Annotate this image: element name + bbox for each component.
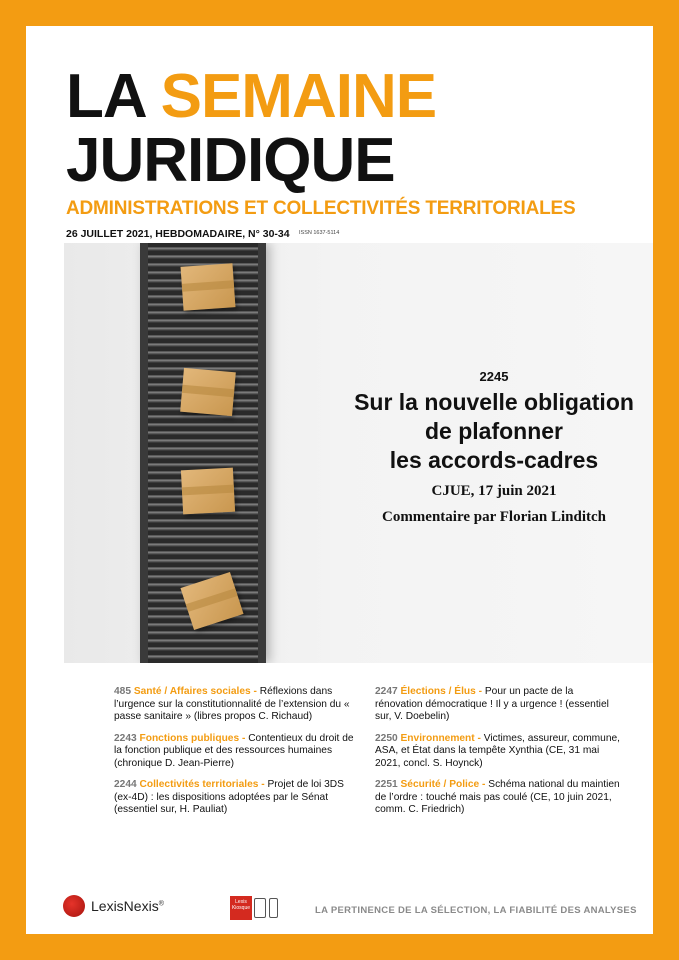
masthead-subtitle: ADMINISTRATIONS ET COLLECTIVITÉS TERRITORIALES [66,198,576,219]
issn: ISSN 1637-5114 [299,230,340,236]
lexisnexis-logo[interactable] [63,895,164,917]
toc-right-column [375,686,620,826]
toc-item[interactable]: 2251 Sécurité / Police - Schéma national du maintien de l’ordre : touché mais pas coulé (CE, 10 juin 2021, comm. C. Friedrich) [375,779,620,815]
conveyor-belt-image [140,243,266,663]
masthead-semaine: SEMAINE [160,62,437,131]
phone-icon [269,898,278,918]
feature-number: 2245 [479,369,509,384]
feature-article [334,369,653,526]
kiosque-badge: Lexis Kiosque [230,896,252,920]
masthead-la: LA [66,62,145,131]
feature-author: Commentaire par Florian Linditch [381,509,607,525]
lexisnexis-globe-icon [63,895,85,917]
toc-item[interactable]: 2250 Environnement - Victimes, assureur, commune, ASA, et État dans la tempête Xynthia (CE, 31 mai 2021, concl. S. Hoynck) [375,732,620,769]
lexis-kiosque-logo[interactable] [230,896,278,920]
issue-dateline: 26 JUILLET 2021, HEBDOMADAIRE, N° 30-34 [66,228,290,240]
toc-left-column [114,686,354,826]
cover-page [26,26,653,934]
toc-item[interactable]: 485 Santé / Affaires sociales - Réflexions dans l’urgence sur la constitutionnalité de l’extension du « passe sanitaire » (libres propos C. Richaud) [114,686,350,722]
feature-title: Sur la nouvelle obligation de plafonner les accords-cadres [354,389,634,473]
parcel-box [180,368,236,416]
masthead-line1 [66,62,437,131]
brand-name: LexisNexis® [91,898,164,914]
tablet-icon [254,898,266,918]
masthead-juridique: JURIDIQUE [66,126,395,195]
parcel-box [181,263,236,311]
feature-court: CJUE, 17 juin 2021 [431,483,557,499]
toc-item[interactable]: 2247 Élections / Élus - Pour un pacte de la rénovation démocratique ! Il y a urgence ! (essentiel sur, V. Doebelin) [375,686,609,722]
cover-photo [64,243,653,663]
toc-item[interactable]: 2244 Collectivités territoriales - Projet de loi 3DS (ex-4D) : les dispositions adoptées par le Sénat (essentiel sur, H. Pauliat) [114,779,344,815]
toc-item[interactable]: 2243 Fonctions publiques - Contentieux du droit de la fonction publique et des ressources humaines (chronique D. Jean-Pierre) [114,732,354,769]
footer-tagline: LA PERTINENCE DE LA SÉLECTION, LA FIABILITÉ DES ANALYSES [315,905,637,916]
parcel-box [181,468,235,515]
